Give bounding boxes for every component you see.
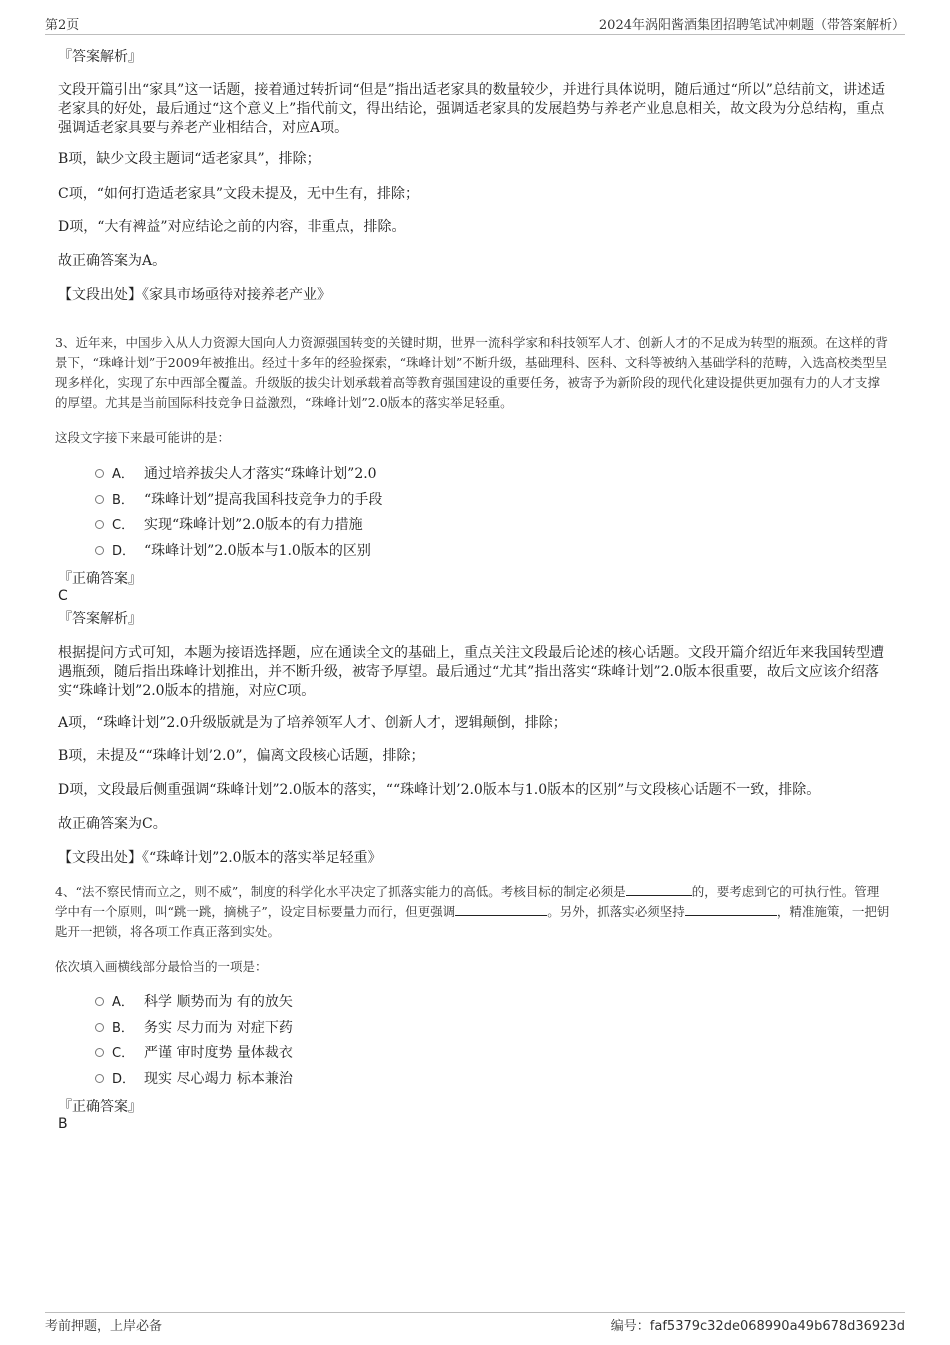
option-text: “珠峰计划”2.0版本与1.0版本的区别 bbox=[144, 543, 371, 559]
radio-icon[interactable] bbox=[95, 1023, 104, 1032]
radio-icon[interactable] bbox=[95, 997, 104, 1006]
q3-source: 【文段出处】《“珠峰计划”2.0版本的落实举足轻重》 bbox=[58, 850, 382, 866]
q3-option-d-note: D项，文段最后侧重强调“珠峰计划”2.0版本的落实，““珠峰计划’2.0版本与1.0版本的区别”与文段核心话题不一致，排除。 bbox=[58, 782, 821, 798]
q2-option-b-note: B项，缺少文段主题词“适老家具”，排除； bbox=[58, 151, 321, 167]
q3-analysis-label: 『答案解析』 bbox=[58, 611, 142, 627]
q4-correct-answer: B bbox=[58, 1116, 68, 1132]
q4-stem-part3: 。另外，抓落实必须坚持 bbox=[547, 904, 685, 919]
document-title: 2024年涡阳酱酒集团招聘笔试冲刺题（带答案解析） bbox=[598, 18, 905, 33]
q4-option-d[interactable] bbox=[95, 1069, 293, 1089]
option-text: 科学 顺势而为 有的放矢 bbox=[144, 994, 293, 1010]
code-value: faf5379c32de068990a49b678d36923d bbox=[649, 1319, 905, 1334]
q3-option-a-note: A项，“珠峰计划”2.0升级版就是为了培养领军人才、创新人才，逻辑颠倒，排除； bbox=[58, 715, 567, 731]
code-label: 编号： bbox=[610, 1319, 650, 1334]
radio-icon[interactable] bbox=[95, 1048, 104, 1057]
fill-blank-1[interactable] bbox=[626, 883, 692, 896]
q2-analysis-label: 『答案解析』 bbox=[58, 49, 142, 65]
page-header bbox=[45, 14, 905, 35]
option-letter: B． bbox=[112, 1021, 134, 1036]
q3-option-a[interactable] bbox=[95, 464, 377, 484]
q2-source: 【文段出处】《家具市场亟待对接养老产业》 bbox=[58, 287, 331, 303]
radio-icon[interactable] bbox=[95, 520, 104, 529]
q3-stem: 3、近年来，中国步入从人力资源大国向人力资源强国转变的关键时期，世界一流科学家和科技领军人才、创新人才的不足成为转型的瓶颈。在这样的背景下，“珠峰计划”于2009年被推出。经过十多年的经验探索，“珠峰计划”不断升级，基础理科、医科、文科等被纳入基础学科的范畴，入选高校类型呈现多样化，实现了东中西部全覆盖。升级版的拔尖计划承载着高等教育强国建设的重要任务，被寄予为新阶段的现代化建设提供更加强有力的人才支撑的厚望。尤其是当前国际科技竞争日益激烈，“珠峰计划”2.0版本的落实举足轻重。 bbox=[55, 335, 888, 410]
option-letter: C． bbox=[112, 518, 135, 533]
q3-correct-answer: C bbox=[58, 588, 68, 604]
option-text: 务实 尽力而为 对症下药 bbox=[144, 1020, 293, 1036]
q3-option-c[interactable] bbox=[95, 515, 363, 535]
option-letter: A． bbox=[112, 467, 134, 482]
radio-icon[interactable] bbox=[95, 1074, 104, 1083]
radio-icon[interactable] bbox=[95, 469, 104, 478]
option-letter: C． bbox=[112, 1046, 135, 1061]
q3-correct-label: 『正确答案』 bbox=[58, 571, 142, 587]
footer-slogan: 考前押题，上岸必备 bbox=[45, 1319, 163, 1334]
q4-stem-part1: 4、“法不察民情而立之，则不威”，制度的科学化水平决定了抓落实能力的高低。考核目标的制定必须是 bbox=[55, 884, 626, 899]
q2-option-d-note: D项，“大有裨益”对应结论之前的内容，非重点，排除。 bbox=[58, 219, 406, 235]
q4-stem-part4: ，精准施策，一把钥匙开一把锁，将各项工作真正落到实处。 bbox=[55, 904, 890, 939]
fill-blank-3[interactable] bbox=[685, 903, 777, 916]
q3-conclusion: 故正确答案为C。 bbox=[58, 816, 167, 832]
radio-icon[interactable] bbox=[95, 546, 104, 555]
q4-option-b[interactable] bbox=[95, 1018, 293, 1038]
q4-option-c[interactable] bbox=[95, 1043, 293, 1063]
q2-conclusion: 故正确答案为A。 bbox=[58, 253, 167, 269]
q2-option-c-note: C项，“如何打造适老家具”文段未提及，无中生有，排除； bbox=[58, 186, 420, 202]
option-text: “珠峰计划”提高我国科技竞争力的手段 bbox=[144, 492, 383, 508]
option-letter: D． bbox=[112, 544, 136, 559]
page-footer bbox=[45, 1312, 905, 1335]
option-text: 现实 尽心竭力 标本兼治 bbox=[144, 1071, 293, 1087]
fill-blank-2[interactable] bbox=[455, 903, 547, 916]
q4-stem bbox=[55, 882, 890, 942]
q3-analysis-text: 根据提问方式可知，本题为接语选择题，应在通读全文的基础上，重点关注文段最后论述的核心话题。文段开篇介绍近年来我国转型遭遇瓶颈，随后指出珠峰计划推出，并不断升级，被寄予厚望。最后通过“尤其”指出落实“珠峰计划”2.0版本很重要，故后文应该介绍落实“珠峰计划”2.0版本的措施，对应C项。 bbox=[58, 645, 884, 699]
q4-option-a[interactable] bbox=[95, 992, 293, 1012]
q3-prompt: 这段文字接下来最可能讲的是： bbox=[55, 430, 231, 445]
q2-analysis-text: 文段开篇引出“家具”这一话题，接着通过转折词“但是”指出适老家具的数量较少，并进行具体说明，随后通过“所以”总结前文，讲述适老家具的好处，最后通过“这个意义上”指代前文，得出结论，强调适老家具的发展趋势与养老产业息息相关，故文段为分总结构，重点强调适老家具要与养老产业相结合，对应A项。 bbox=[58, 82, 885, 136]
q3-option-b-note: B项，未提及““珠峰计划’2.0”，偏离文段核心话题，排除； bbox=[58, 748, 425, 764]
page-number: 第2页 bbox=[45, 18, 80, 33]
option-letter: A． bbox=[112, 995, 134, 1010]
q3-option-d[interactable] bbox=[95, 541, 371, 561]
radio-icon[interactable] bbox=[95, 495, 104, 504]
q3-option-b[interactable] bbox=[95, 490, 382, 510]
option-letter: D． bbox=[112, 1072, 136, 1087]
q4-correct-label: 『正确答案』 bbox=[58, 1099, 142, 1115]
q4-stem-part2: 的，要考虑到它的可执行性。管理学中有一个原则，叫“跳一跳，摘桃子”，设定目标要量力而行，但更强调 bbox=[55, 884, 880, 919]
option-letter: B． bbox=[112, 493, 134, 508]
option-text: 严谨 审时度势 量体裁衣 bbox=[144, 1045, 293, 1061]
option-text: 通过培养拔尖人才落实“珠峰计划”2.0 bbox=[144, 466, 377, 482]
document-code bbox=[611, 1315, 905, 1334]
option-text: 实现“珠峰计划”2.0版本的有力措施 bbox=[144, 517, 363, 533]
q4-prompt: 依次填入画横线部分最恰当的一项是： bbox=[55, 959, 268, 974]
